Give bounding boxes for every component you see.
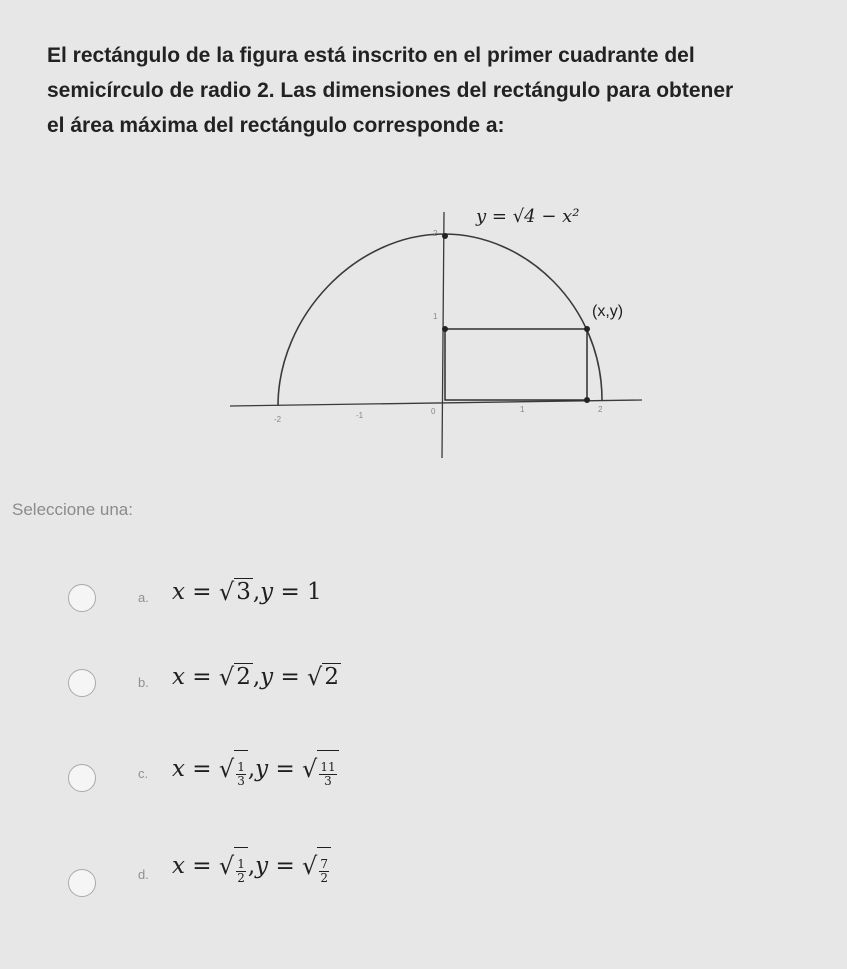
semicircle-curve <box>278 234 602 406</box>
option-d[interactable] <box>0 833 600 893</box>
radicand: 3 <box>236 579 251 605</box>
point-label: (x,y) <box>592 303 624 320</box>
x-tick-label: -2 <box>274 415 282 424</box>
option-math: x = √ $\frac{1}{3}$ , y = √ $\frac{11}{3}$ <box>172 750 339 787</box>
radio-button[interactable] <box>68 669 96 697</box>
y-axis <box>442 212 444 458</box>
option-letter: d. <box>138 867 149 882</box>
fraction-numerator: 11 <box>320 760 336 774</box>
fraction-denominator: 3 <box>237 773 245 788</box>
inscribed-rectangle <box>445 329 587 400</box>
fraction-denominator: 2 <box>237 870 245 885</box>
x-tick-label: -1 <box>356 411 364 420</box>
y-tick-label: 1 <box>433 312 438 321</box>
fraction-numerator: 1 <box>237 857 245 871</box>
point-corner <box>584 326 590 332</box>
fraction-denominator: 2 <box>320 870 328 885</box>
fraction-numerator: 1 <box>237 760 245 774</box>
question-text <box>47 38 827 143</box>
question-line: El rectángulo de la figura está inscrito en el primer cuadrante del <box>47 44 695 67</box>
radicand: 2 <box>236 664 251 690</box>
radio-button[interactable] <box>68 869 96 897</box>
option-c[interactable] <box>0 738 600 798</box>
radicand: 2 <box>324 664 339 690</box>
fraction-numerator: 7 <box>320 857 328 871</box>
x-tick-label: 1 <box>520 405 525 414</box>
option-math: x = √ 3 , y = 1 <box>172 577 322 606</box>
point-y-rect <box>442 326 448 332</box>
curve-label: y = √4 − x² <box>476 206 580 227</box>
option-math: x = √ $\frac{1}{2}$ , y = √ $\frac{7}{2}$ <box>172 847 331 884</box>
x-tick-label: 0 <box>431 407 436 416</box>
select-prompt: Seleccione una: <box>12 500 133 519</box>
fraction-denominator: 3 <box>324 773 332 788</box>
option-letter: b. <box>138 675 149 690</box>
value: 1 <box>307 578 322 605</box>
question-line: semicírculo de radio 2. Las dimensiones del rectángulo para obtener <box>47 79 734 102</box>
radio-button[interactable] <box>68 584 96 612</box>
option-math: x = √ 2 , y = √ 2 <box>172 662 339 691</box>
option-b[interactable] <box>0 655 600 715</box>
question-line: el área máxima del rectángulo corresponde a: <box>47 114 505 137</box>
point-y-top <box>442 233 448 239</box>
option-a[interactable] <box>0 570 600 630</box>
y-tick-label: 2 <box>433 229 438 238</box>
x-tick-label: 2 <box>598 405 603 414</box>
point-x-rect <box>584 397 590 403</box>
option-letter: c. <box>138 766 149 781</box>
semicircle-figure <box>226 196 646 466</box>
option-letter: a. <box>138 590 149 605</box>
x-axis <box>230 400 642 406</box>
radio-button[interactable] <box>68 764 96 792</box>
